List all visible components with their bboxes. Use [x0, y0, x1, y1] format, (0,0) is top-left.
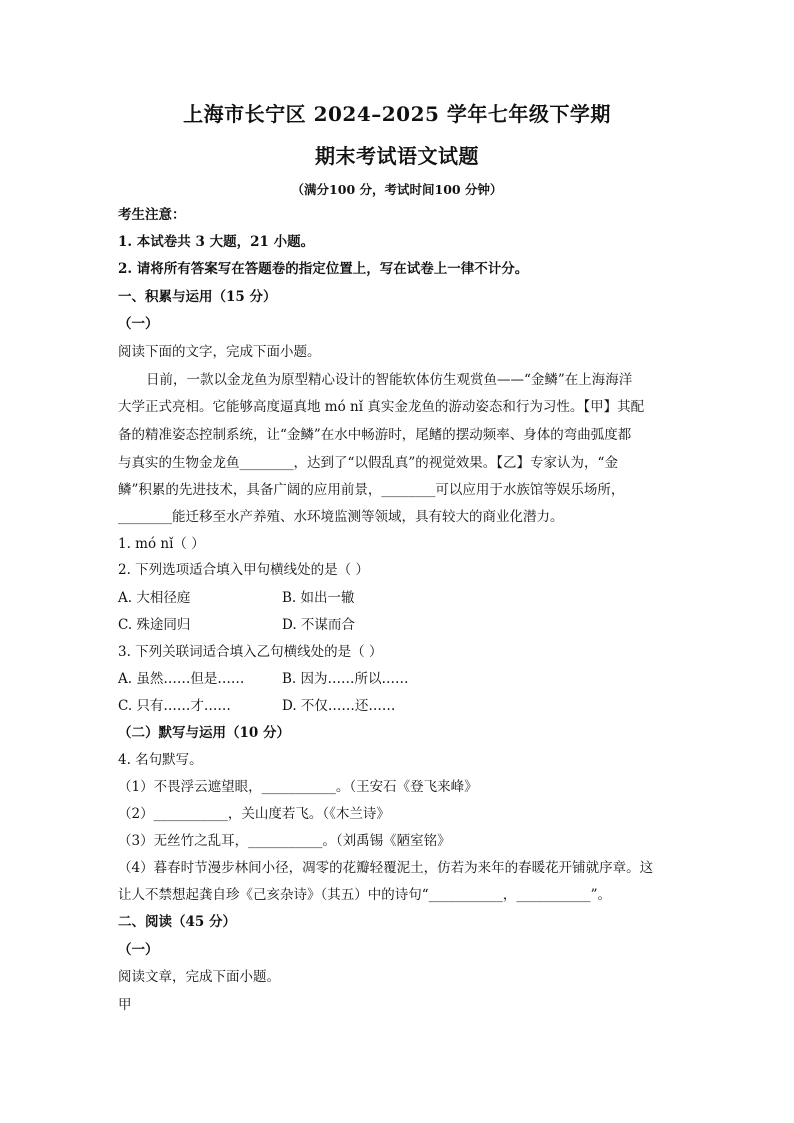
q3-option-d: D. 不仅……还……	[282, 698, 396, 714]
q4-item-4-cont: 让人不禁想起龚自珍《己亥杂诗》（其五）中的诗句“___________，___________”。	[118, 887, 612, 903]
section-1-part-1-label: （一）	[118, 316, 159, 332]
q4-item-2: （2）___________，关山度若飞。（《木兰诗》	[118, 806, 390, 822]
question-4: 4. 名句默写。	[118, 752, 203, 768]
q3-option-b: B. 因为……所以……	[282, 671, 409, 687]
question-2: 2. 下列选项适合填入甲句横线处的是（ ）	[118, 562, 369, 578]
question-3: 3. 下列关联词适合填入乙句横线处的是（ ）	[118, 644, 383, 660]
section-2-instruction: 阅读文章，完成下面小题。	[118, 969, 280, 985]
passage-line: ________能迁移至水产养殖、水环境监测等领域，具有较大的商业化潜力。	[118, 509, 564, 525]
notice-item-2: 2. 请将所有答案写在答题卷的指定位置上，写在试卷上一律不计分。	[118, 261, 529, 277]
passage-line: 鳞”积累的先进技术，具备广阔的应用前景，________可以应用于水族馆等娱乐场所，	[118, 482, 625, 498]
notice-item-1: 1. 本试卷共 3 大题，21 小题。	[118, 234, 315, 250]
passage-line: 日前，一款以金龙鱼为原型精心设计的智能软体仿生观赏鱼——“金鳞”在上海海洋	[146, 372, 633, 388]
q2-option-a: A. 大相径庭	[118, 590, 191, 606]
section-2-passage-label: 甲	[118, 997, 132, 1013]
question-1: 1. mó nǐ（ ）	[118, 536, 205, 552]
section-1-part-2-label: （二）默写与运用（10 分）	[118, 725, 290, 741]
section-2-part-1-label: （一）	[118, 942, 159, 958]
q2-option-c: C. 殊途同归	[118, 617, 191, 633]
page-title: 上海市长宁区 2024–2025 学年七年级下学期	[183, 102, 611, 126]
section-1-heading: 一、积累与运用（15 分）	[118, 289, 277, 305]
q4-item-3: （3）无丝竹之乱耳，___________。（刘禹锡《陋室铭》	[118, 833, 451, 849]
notice-heading: 考生注意：	[118, 207, 186, 223]
q2-option-b: B. 如出一辙	[282, 590, 355, 606]
passage-line: 与真实的生物金龙鱼________，达到了“以假乱真”的视觉效果。【乙】专家认为，“金	[118, 455, 618, 471]
q3-option-a: A. 虽然……但是……	[118, 671, 245, 687]
q2-option-d: D. 不谋而合	[282, 617, 355, 633]
section-1-instruction: 阅读下面的文字，完成下面小题。	[118, 344, 321, 360]
exam-subtitle: （满分100 分，考试时间100 分钟）	[291, 182, 503, 197]
q4-item-1: （1）不畏浮云遮望眼，___________。（王安石《登飞来峰》	[118, 779, 478, 795]
passage-line: 备的精准姿态控制系统，让“金鳞”在水中畅游时，尾鳍的摆动频率、身体的弯曲弧度都	[118, 427, 632, 443]
passage-line: 大学正式亮相。它能够高度逼真地 mó nǐ 真实金龙鱼的游动姿态和行为习性。【甲】其配	[118, 399, 645, 415]
section-2-heading: 二、阅读（45 分）	[118, 914, 236, 930]
q4-item-4: （4）暮春时节漫步林间小径，凋零的花瓣轻覆泥土，仿若为来年的春暖花开铺就序章。这	[118, 860, 654, 876]
page-title-line2: 期末考试语文试题	[315, 144, 479, 168]
q3-option-c: C. 只有……才……	[118, 698, 231, 714]
